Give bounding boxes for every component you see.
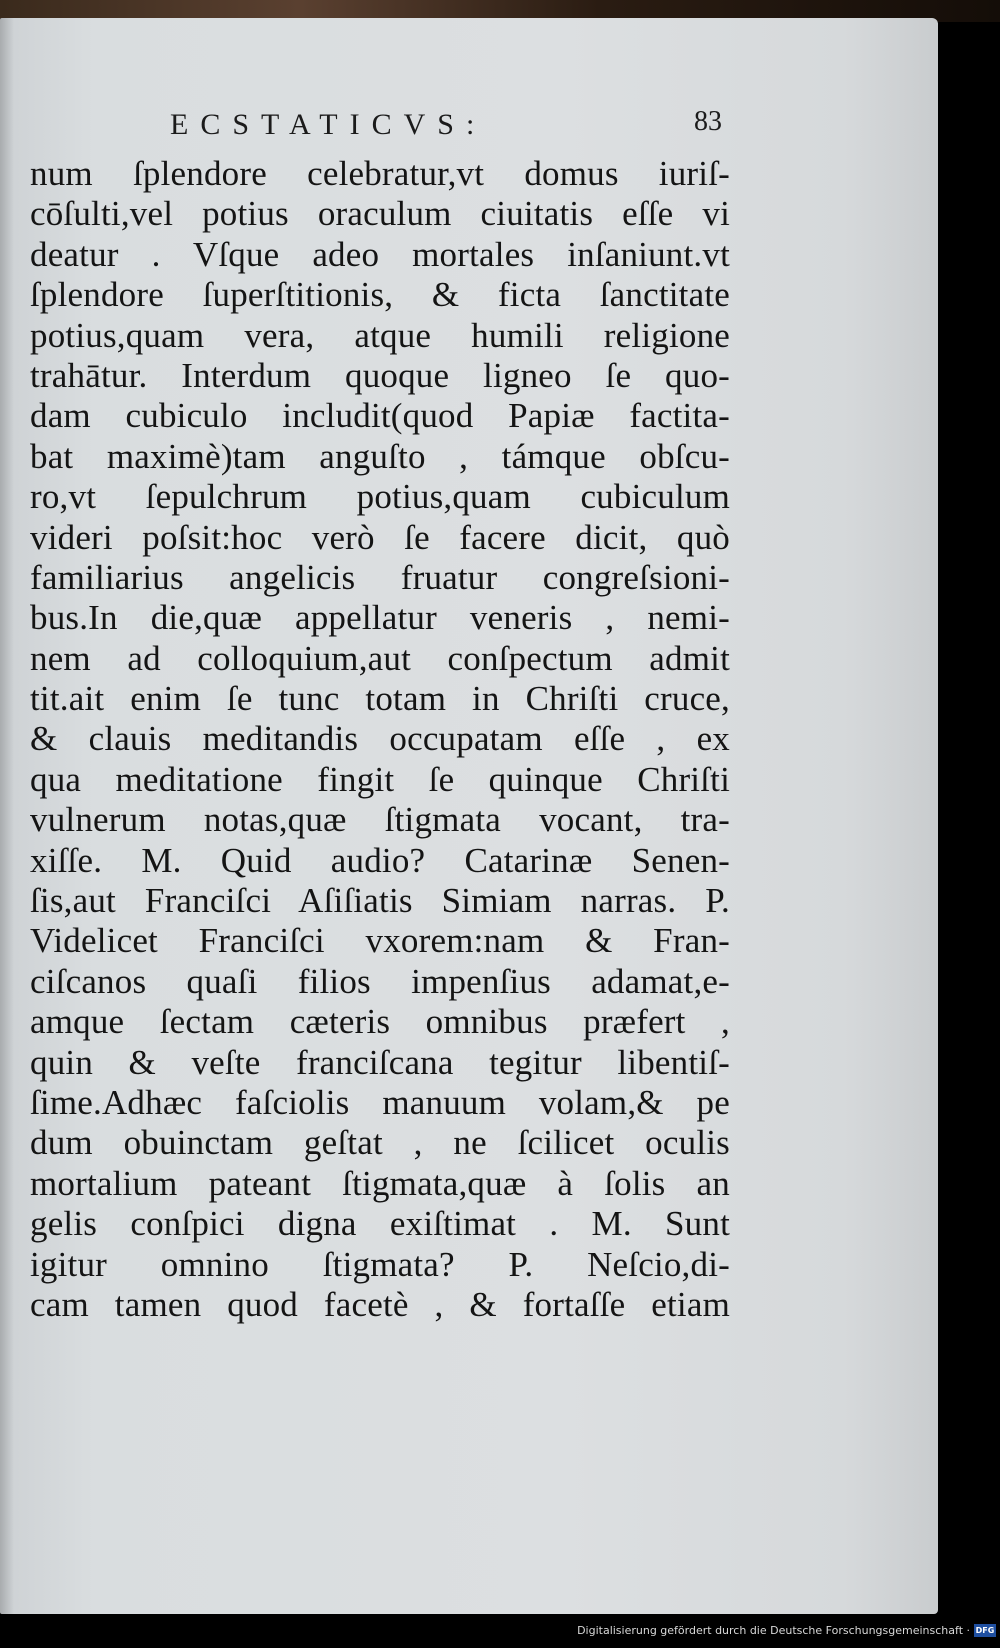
text-line: qua meditatione fingit ſe quinque Chriſti	[30, 759, 730, 799]
text-line: vulnerum notas,quæ ſtigmata vocant, tra-	[30, 800, 730, 840]
text-line: cam tamen quod facetè , & fortaſſe etiam	[30, 1284, 730, 1324]
text-line: igitur omnino ſtigmata? P. Neſcio,di-	[30, 1244, 730, 1284]
body-text	[30, 154, 730, 1325]
dfg-logo: DFG	[975, 1626, 995, 1635]
page-number: 83	[694, 106, 722, 137]
text-line: dam cubiculo includit(quod Papiæ factita-	[30, 396, 730, 436]
text-line: ciſcanos quaſi filios impenſius adamat,e-	[30, 961, 730, 1001]
text-line: & clauis meditandis occupatam eſſe , ex	[30, 719, 730, 759]
text-line: dum obuinctam geſtat , ne ſcilicet oculis	[30, 1123, 730, 1163]
text-line: cōſulti,vel potius oraculum ciuitatis eſſe vi	[30, 194, 730, 234]
text-line: ſis,aut Franciſci Aſiſiatis Simiam narras. P.	[30, 881, 730, 921]
text-line: ro,vt ſepulchrum potius,quam cubiculum	[30, 477, 730, 517]
text-line: nem ad colloquium,aut conſpectum admit	[30, 638, 730, 678]
text-line: mortalium pateant ſtigmata,quæ à ſolis an	[30, 1163, 730, 1203]
text-line: num ſplendore celebratur,vt domus iuriſ-	[30, 154, 730, 193]
text-line: ſime.Adhæc faſciolis manuum volam,& pe	[30, 1082, 730, 1122]
text-line: trahātur. Interdum quoque ligneo ſe quo-	[30, 355, 730, 395]
text-line: bus.In die,quæ appellatur veneris , nemi-	[30, 598, 730, 638]
text-line: bat maximè)tam anguſto , támque obſcu-	[30, 436, 730, 476]
text-line: quin & veſte franciſcana tegitur libentiſ-	[30, 1042, 730, 1082]
text-line: ſplendore ſuperſtitionis, & ficta ſanctitate	[30, 275, 730, 315]
funding-credit: Digitalisierung gefördert durch die Deutsche Forschungsgemeinschaft ·	[577, 1624, 970, 1637]
text-line: videri poſsit:hoc verò ſe facere dicit, quò	[30, 517, 730, 557]
text-line: Videlicet Franciſci vxorem:nam & Fran-	[30, 921, 730, 961]
running-head: ECSTATICVS:	[170, 108, 487, 141]
text-line: xiſſe. M. Quid audio? Catarinæ Senen-	[30, 840, 730, 880]
text-line: deatur . Vſque adeo mortales inſaniunt.vt	[30, 234, 730, 274]
gutter-shadow	[0, 18, 14, 1614]
text-line: potius,quam vera, atque humili religione	[30, 315, 730, 355]
text-line: gelis conſpici digna exiſtimat . M. Sunt	[30, 1204, 730, 1244]
footer-bar	[0, 1614, 1000, 1648]
text-line: familiarius angelicis fruatur congreſsioni-	[30, 557, 730, 597]
text-line: amque ſectam cæteris omnibus præfert ,	[30, 1002, 730, 1042]
text-line: tit.ait enim ſe tunc totam in Chriſti cruce,	[30, 679, 730, 719]
